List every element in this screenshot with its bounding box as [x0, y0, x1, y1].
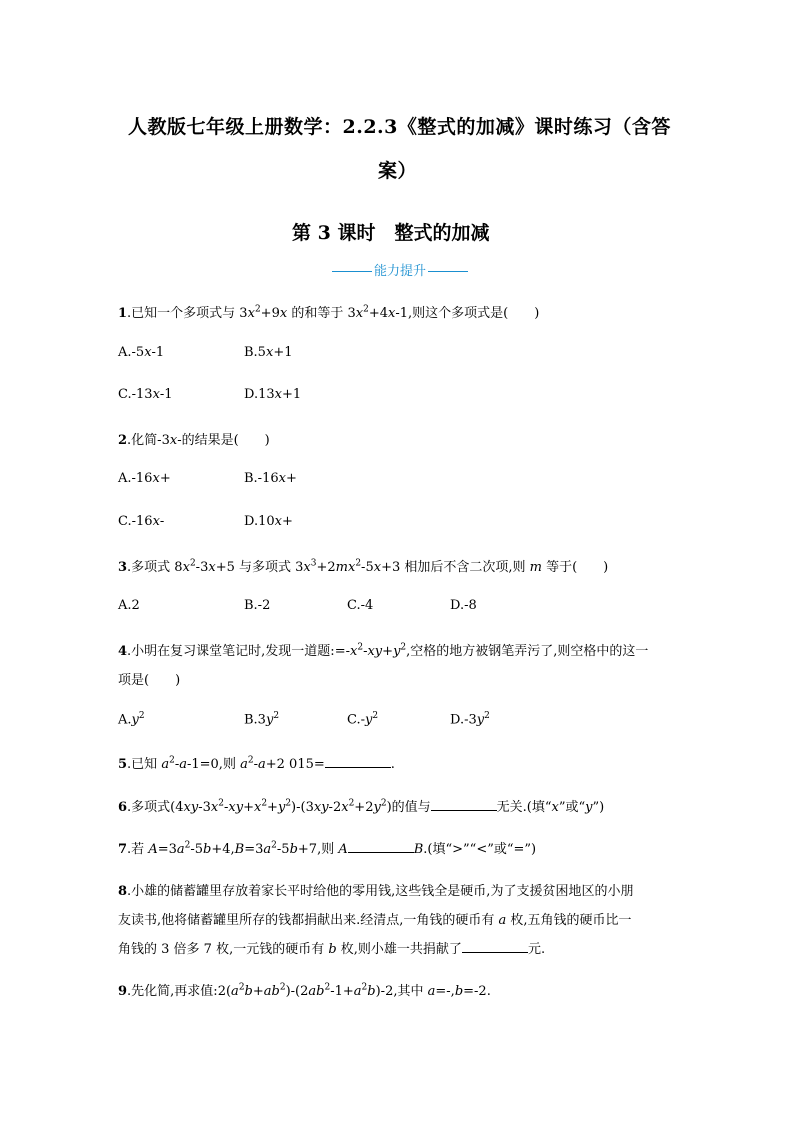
- question-text: .多项式 $8x^2-3x+5$ 与多项式 $3x^3+2mx^2-5x+3$ 相加后不含二次项,则 m 等于( ): [127, 558, 609, 575]
- question-number: 8: [118, 884, 128, 899]
- option-d: D.-8: [450, 598, 477, 613]
- question-6: [118, 796, 604, 815]
- section-heading: [330, 260, 470, 279]
- question-9: [118, 980, 491, 999]
- option-a: A.-16x+: [118, 471, 171, 486]
- option-a: $A.y^2$: [118, 711, 145, 728]
- question-5: [118, 753, 395, 772]
- section-label: 能力提升: [374, 264, 427, 279]
- option-b: B.5x+1: [244, 345, 293, 360]
- question-text: .小雄的储蓄罐里存放着家长平时给他的零用钱,这些钱全是硬币,为了支援贫困地区的小朋: [127, 884, 634, 899]
- question-text: .已知一个多项式与 $3x^2+9x$ 的和等于 $3x^2+4x-1$,则这个多项式是( ): [127, 304, 540, 321]
- option-c: C.-13x-1: [118, 387, 173, 402]
- option-c: $C.-y^2$: [347, 711, 379, 728]
- question-2: [118, 429, 270, 448]
- question-4-line-2: 项是( ): [118, 673, 181, 688]
- doc-title-line-2: 案）: [378, 160, 418, 182]
- option-b: $B.3y^2$: [244, 711, 280, 728]
- option-b: B.-2: [244, 598, 271, 613]
- question-1: [118, 302, 539, 321]
- question-4: [118, 640, 648, 659]
- question-number: 1: [118, 306, 128, 321]
- question-text: .先化简,再求值$:2(a^2b+ab^2)-(2ab^2-1+a^2b)-2$,其中 a=-,b=-2.: [127, 982, 491, 999]
- option-d: D.13x+1: [244, 387, 302, 402]
- question-7: [118, 838, 536, 857]
- question-number: 7: [118, 842, 128, 857]
- question-number: 6: [118, 800, 128, 815]
- question-8-line-3: 角钱的 3 倍多 7 枚,一元钱的硬币有 b 枚,则小雄一共捐献了 元.: [118, 942, 546, 957]
- question-number: 3: [118, 560, 128, 575]
- section-rule-right: [428, 271, 468, 272]
- question-number: 9: [118, 984, 128, 999]
- doc-title-line-1: 人教版七年级上册数学：2.2.3《整式的加减》课时练习（含答: [128, 116, 671, 138]
- option-a: A.2: [118, 598, 140, 613]
- question-text: .多项式$(4xy-3x^2-xy+x^2+y^2)-(3xy-2x^2+2y^2)$的值与 无关.(填“x”或“y”): [127, 798, 605, 815]
- option-a: A.-5x-1: [118, 345, 165, 360]
- option-b: B.-16x+: [244, 471, 297, 486]
- question-8-line-2: 友读书,他将储蓄罐里所存的钱都捐献出来.经清点,一角钱的硬币有 a 枚,五角钱的硬币比一: [118, 913, 632, 928]
- question-text: .若 $A=3a^2-5b+4,B=3a^2-5b+7$,则 A B.(填“>”“<”或“=”): [127, 840, 537, 857]
- question-text: .化简-3x-的结果是( ): [127, 433, 270, 448]
- question-3: [118, 556, 608, 575]
- option-c: C.-4: [347, 598, 374, 613]
- option-c: C.-16x-: [118, 514, 165, 529]
- question-8: [118, 880, 633, 899]
- option-d: D.10x+: [244, 514, 293, 529]
- option-d: $D.-3y^2$: [450, 711, 490, 728]
- question-text: .已知 $a^2-a-1=0$,则 $a^2-a+2$ 015= .: [127, 755, 395, 772]
- question-number: 5: [118, 757, 128, 772]
- question-number: 4: [118, 644, 128, 659]
- question-text: .小明在复习课堂笔记时,发现一道题$:=-x^2-xy+y^2$,空格的地方被钢笔弄污了,则空格中的这一: [127, 642, 649, 659]
- lesson-subtitle: 第 3 课时 整式的加减: [292, 222, 490, 244]
- section-rule-left: [332, 271, 372, 272]
- question-number: 2: [118, 433, 128, 448]
